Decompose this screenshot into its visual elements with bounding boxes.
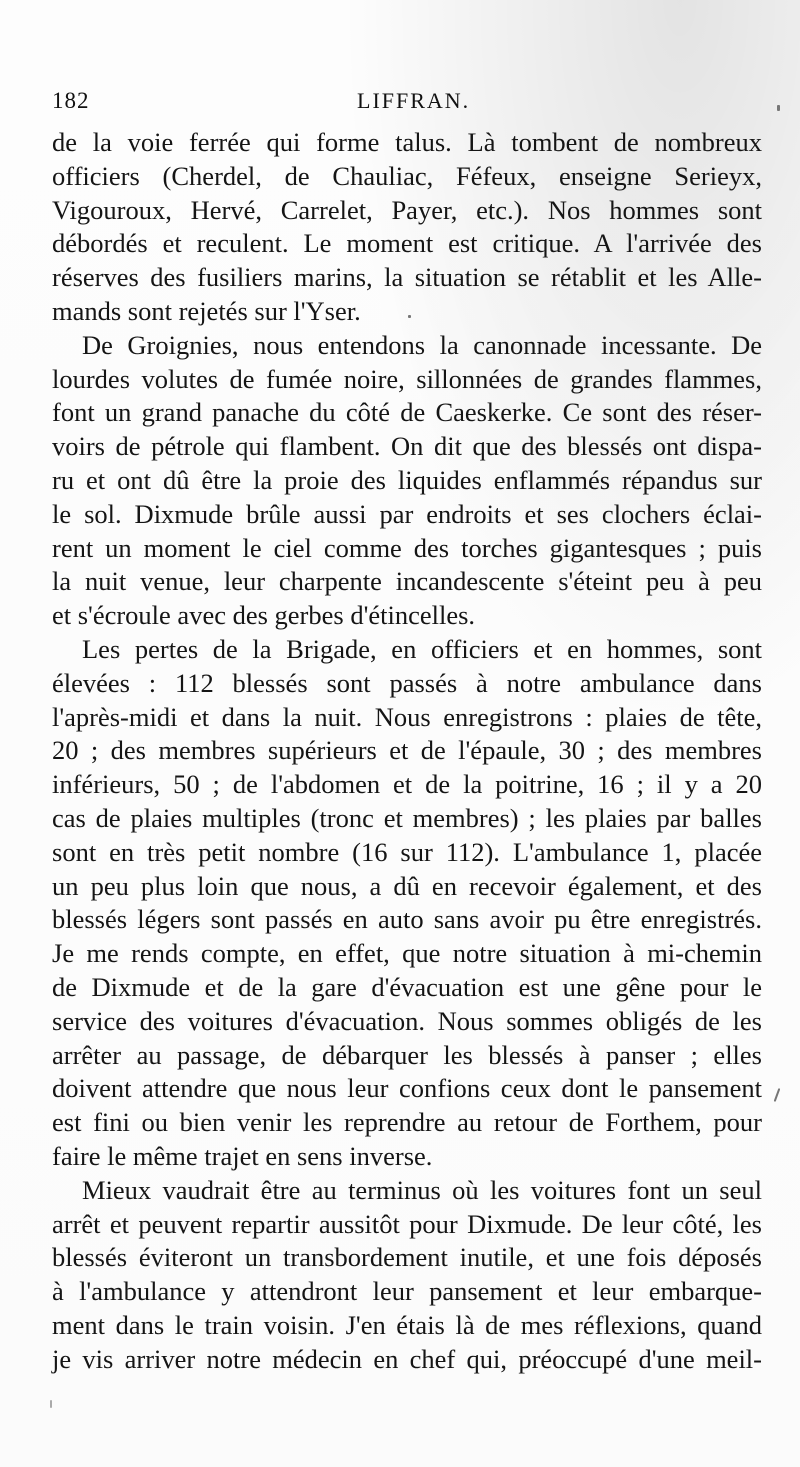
- text-line: un peu plus loin que nous, a dû en recevoir également, et des: [52, 870, 762, 901]
- text-line: blessés éviteront un transbordement inutile, et une fois déposés: [52, 1242, 762, 1273]
- body-text: [52, 126, 762, 1376]
- text-line: de la voie ferrée qui forme talus. Là tombent de nombreux: [52, 127, 762, 157]
- text-line: rent un moment le ciel comme des torches gigantesques ; puis: [52, 532, 762, 563]
- text-line: et s'écroule avec des gerbes d'étincelles.: [52, 600, 476, 631]
- text-line: de Dixmude et de la gare d'évacuation est une gêne pour le: [52, 971, 762, 1002]
- text-line: je vis arriver notre médecin en chef qui, préoccupé d'une meil-: [52, 1343, 762, 1374]
- text-line: réserves des fusiliers marins, la situation se rétablit et les Alle-: [52, 262, 762, 293]
- text-line: 20 ; des membres supérieurs et de l'épaule, 30 ; des membres: [52, 735, 762, 766]
- text-line: est fini ou bien venir les reprendre au retour de Forthem, pour: [52, 1107, 762, 1138]
- text-line: lourdes volutes de fumée noire, sillonnées de grandes flammes,: [52, 363, 762, 394]
- paragraph: [52, 633, 762, 1174]
- paragraph: [52, 329, 762, 633]
- text-line: doivent attendre que nous leur confions ceux dont le pansement: [52, 1073, 762, 1104]
- text-line: sont en très petit nombre (16 sur 112). L'ambulance 1, placée: [52, 836, 762, 867]
- page-header: [52, 88, 748, 118]
- text-line: à l'ambulance y attendront leur pansement et leur embarque-: [52, 1276, 762, 1307]
- page-number: 182: [52, 88, 90, 113]
- paragraph: [52, 1174, 762, 1377]
- text-line: officiers (Cherdel, de Chauliac, Féfeux, enseigne Serieyx,: [52, 160, 762, 191]
- text-line: Mieux vaudrait être au terminus où les voitures font un seul: [82, 1174, 762, 1205]
- text-line: le sol. Dixmude brûle aussi par endroits et ses clochers éclai-: [52, 498, 762, 529]
- text-line: débordés et reculent. Le moment est critique. A l'arrivée des: [52, 228, 762, 259]
- text-line: l'après-midi et dans la nuit. Nous enregistrons : plaies de tête,: [52, 701, 762, 732]
- text-line: De Groignies, nous entendons la canonnade incessante. De: [82, 329, 762, 360]
- scan-speck: [408, 315, 411, 318]
- text-line: faire le même trajet en sens inverse.: [52, 1140, 433, 1171]
- text-line: blessés légers sont passés en auto sans avoir pu être enregistrés.: [52, 904, 762, 935]
- text-line: ru et ont dû être la proie des liquides enflammés répandus sur: [52, 464, 762, 495]
- text-line: Je me rends compte, en effet, que notre situation à mi-chemin: [52, 938, 762, 969]
- text-line: font un grand panache du côté de Caeskerke. Ce sont des réser-: [52, 397, 762, 428]
- scan-speck: [50, 1400, 52, 1408]
- text-line: service des voitures d'évacuation. Nous sommes obligés de les: [52, 1005, 762, 1036]
- text-line: élevées : 112 blessés sont passés à notre ambulance dans: [52, 667, 762, 698]
- text-line: arrêter au passage, de débarquer les blessés à panser ; elles: [52, 1039, 762, 1070]
- text-line: Vigouroux, Hervé, Carrelet, Payer, etc.). Nos hommes sont: [52, 194, 762, 225]
- paragraph: [52, 126, 762, 329]
- text-line: la nuit venue, leur charpente incandescente s'éteint peu à peu: [52, 566, 762, 597]
- text-line: inférieurs, 50 ; de l'abdomen et de la poitrine, 16 ; il y a 20: [52, 769, 762, 800]
- running-head: LIFFRAN.: [357, 88, 471, 113]
- text-line: voirs de pétrole qui flambent. On dit que des blessés ont dispa-: [52, 431, 762, 462]
- scan-speck: [777, 105, 780, 111]
- scan-speck: [774, 1088, 781, 1102]
- text-line: ment dans le train voisin. J'en étais là de mes réflexions, quand: [52, 1309, 762, 1340]
- text-line: mands sont rejetés sur l'Yser.: [52, 295, 361, 326]
- text-line: Les pertes de la Brigade, en officiers et en hommes, sont: [82, 633, 762, 664]
- text-line: cas de plaies multiples (tronc et membres) ; les plaies par balles: [52, 802, 762, 833]
- text-line: arrêt et peuvent repartir aussitôt pour Dixmude. De leur côté, les: [52, 1208, 762, 1239]
